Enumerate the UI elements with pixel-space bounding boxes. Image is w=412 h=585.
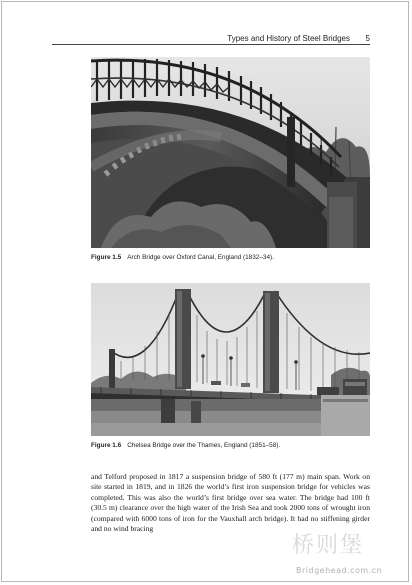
- watermark-url: Bridgehead.com.cn: [296, 566, 383, 575]
- figure-1-5-caption-text: Arch Bridge over Oxford Canal, England (1832–34).: [127, 254, 274, 261]
- body-paragraph: and Telford proposed in 1817 a suspension bridge of 580 ft (177 m) main span. Work on site started in 1819, and in 1826 the world’s first iron suspension bridge for vehicles was completed. This was also the world’s first bridge over sea water. The bridge had 100 ft (30.5 m) clearance over the high water of the Irish Sea and took 2000 tons of wrought iron (compared with 6000 tons of iron for the Vauxhall arch bridge). It had no stiffening girder and no wind bracing: [91, 472, 370, 534]
- figure-1-5-caption: [91, 254, 370, 261]
- arch-bridge-photo: [91, 57, 370, 248]
- figure-1-5-photo: [91, 57, 370, 248]
- figure-1-6-photo: [91, 283, 370, 436]
- suspension-bridge-photo: [91, 283, 370, 436]
- watermark-logo: [292, 528, 364, 559]
- page-number: 5: [365, 34, 370, 43]
- running-title: Types and History of Steel Bridges: [227, 34, 350, 43]
- figure-1-6-caption-text: Chelsea Bridge over the Thames, England (1851–58).: [127, 442, 281, 449]
- figure-1-6-label: Figure 1.6: [91, 442, 122, 449]
- header-rule: [52, 44, 370, 45]
- figure-1-6-caption: [91, 442, 370, 449]
- watermark-chinese-text: 桥则堡: [292, 533, 365, 558]
- figure-1-5-label: Figure 1.5: [91, 254, 122, 261]
